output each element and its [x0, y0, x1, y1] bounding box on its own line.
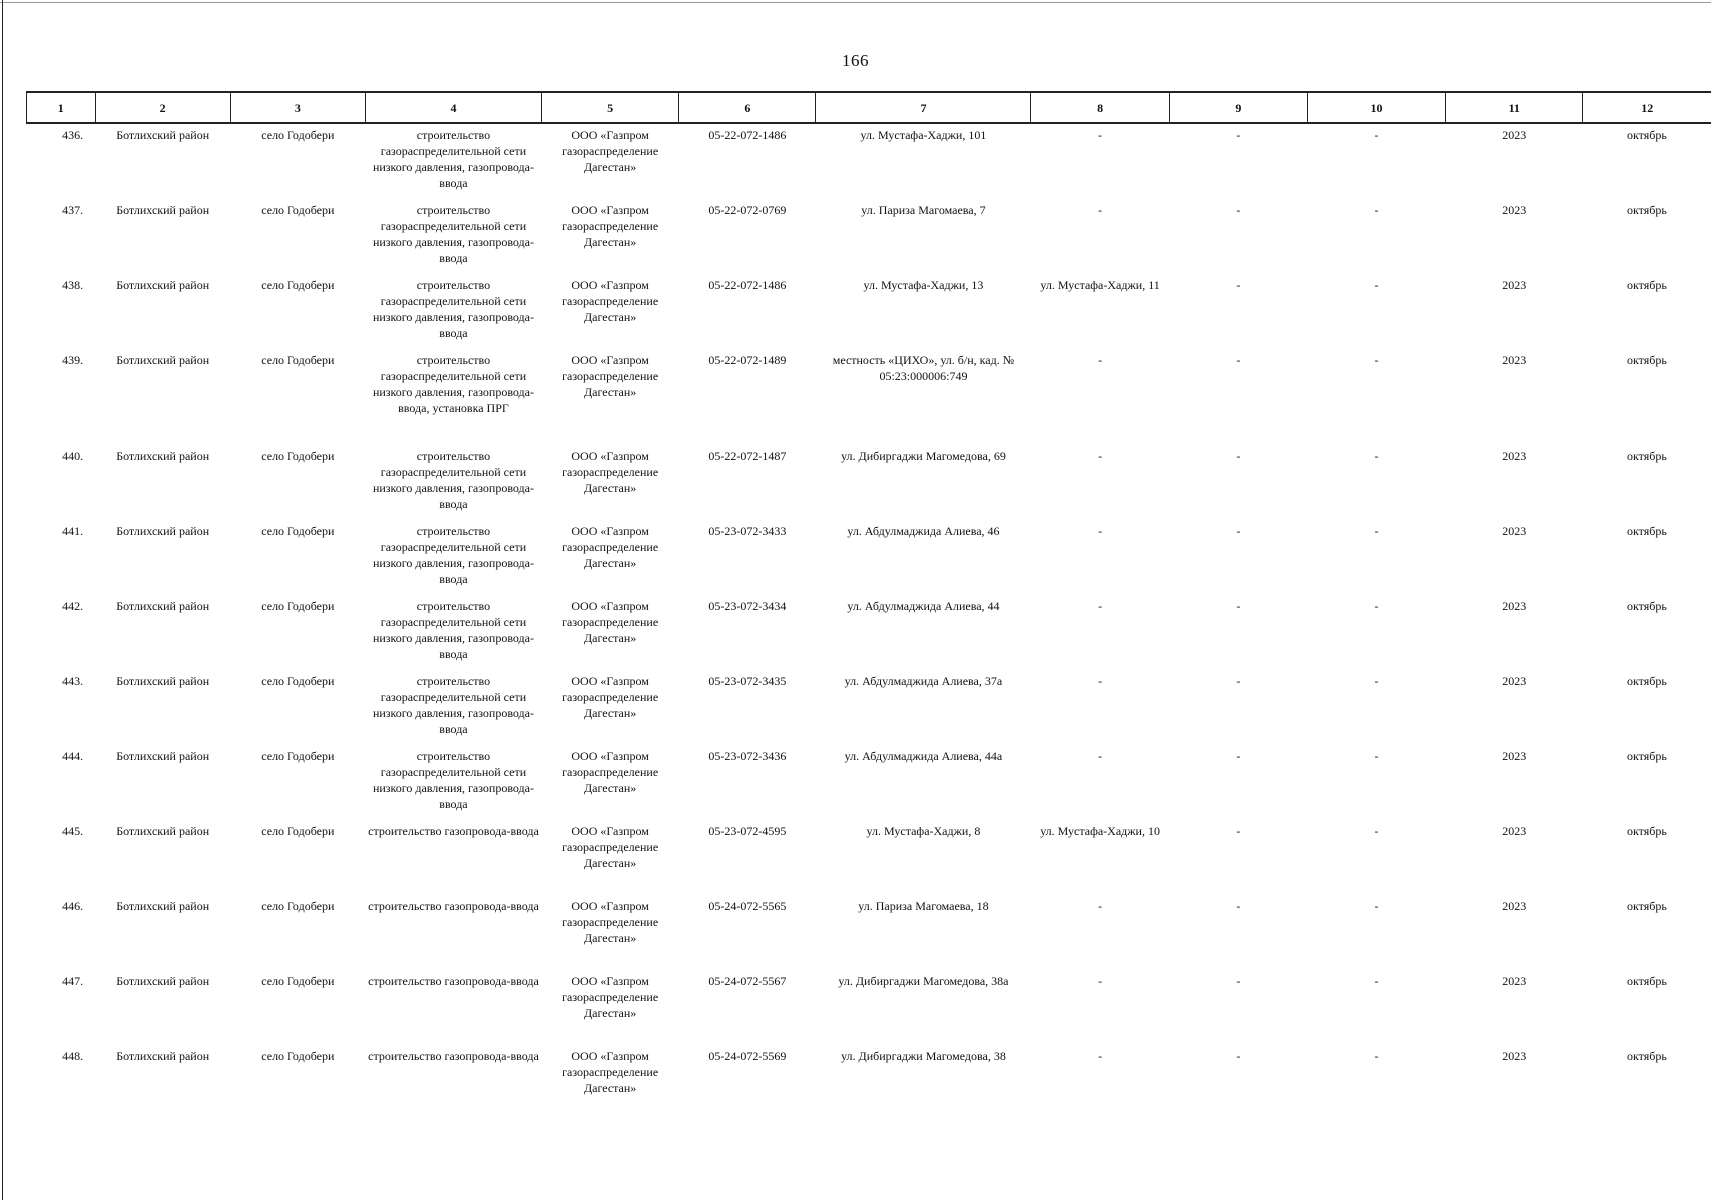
column-10-cell: - [1374, 449, 1379, 463]
column-10-cell: - [1374, 749, 1379, 763]
column-header-3: 3 [230, 92, 365, 123]
row-number-cell: 443. [62, 674, 84, 688]
column-number-header-row [27, 92, 1711, 123]
column-header-12: 12 [1583, 92, 1711, 123]
address-cell: ул. Абдулмаджида Алиева, 46 [847, 524, 1000, 538]
column-10-cell: - [1374, 524, 1379, 538]
district-cell: Ботлихский район [116, 599, 210, 613]
column-8-cell: - [1098, 353, 1103, 367]
column-9-cell: - [1236, 599, 1241, 613]
column-8-cell: - [1098, 203, 1103, 217]
year-cell: 2023 [1502, 353, 1527, 367]
column-9-cell: - [1236, 974, 1241, 988]
table-row [27, 273, 1711, 348]
district-cell: Ботлихский район [116, 203, 210, 217]
month-cell: октябрь [1627, 128, 1667, 142]
column-8-cell: ул. Мустафа-Хаджи, 10 [1040, 824, 1160, 838]
column-9-cell: - [1236, 128, 1241, 142]
year-cell: 2023 [1502, 1049, 1527, 1063]
district-cell: Ботлихский район [116, 278, 210, 292]
column-8-cell: - [1098, 674, 1103, 688]
village-cell: село Годобери [261, 203, 335, 217]
work-type-cell: строительство газораспределительной сети низкого давления, газопровода-ввода [372, 128, 534, 190]
column-9-cell: - [1236, 674, 1241, 688]
table-row [27, 519, 1711, 594]
column-9-cell: - [1236, 278, 1241, 292]
year-cell: 2023 [1502, 899, 1527, 913]
organization-cell: ООО «Газпром газораспределение Дагестан» [562, 203, 659, 249]
village-cell: село Годобери [261, 524, 335, 538]
object-code-cell: 05-22-072-0769 [708, 203, 787, 217]
column-8-cell: - [1098, 599, 1103, 613]
row-number-cell: 440. [62, 449, 84, 463]
district-cell: Ботлихский район [116, 128, 210, 142]
column-10-cell: - [1374, 128, 1379, 142]
column-header-2: 2 [95, 92, 230, 123]
column-9-cell: - [1236, 824, 1241, 838]
organization-cell: ООО «Газпром газораспределение Дагестан» [562, 674, 659, 720]
row-number-cell: 442. [62, 599, 84, 613]
column-8-cell: - [1098, 128, 1103, 142]
organization-cell: ООО «Газпром газораспределение Дагестан» [562, 353, 659, 399]
column-10-cell: - [1374, 278, 1379, 292]
column-9-cell: - [1236, 524, 1241, 538]
column-9-cell: - [1236, 203, 1241, 217]
village-cell: село Годобери [261, 674, 335, 688]
work-type-cell: строительство газораспределительной сети низкого давления, газопровода-ввода [372, 524, 534, 586]
month-cell: октябрь [1627, 674, 1667, 688]
village-cell: село Годобери [261, 974, 335, 988]
page-left-edge [2, 0, 3, 1200]
month-cell: октябрь [1627, 353, 1667, 367]
year-cell: 2023 [1502, 449, 1527, 463]
column-8-cell: ул. Мустафа-Хаджи, 11 [1040, 278, 1160, 292]
organization-cell: ООО «Газпром газораспределение Дагестан» [562, 899, 659, 945]
work-type-cell: строительство газопровода-ввода [368, 824, 539, 838]
column-10-cell: - [1374, 599, 1379, 613]
row-number-cell: 441. [62, 524, 84, 538]
column-9-cell: - [1236, 899, 1241, 913]
month-cell: октябрь [1627, 749, 1667, 763]
object-code-cell: 05-24-072-5567 [708, 974, 787, 988]
year-cell: 2023 [1502, 278, 1527, 292]
work-type-cell: строительство газораспределительной сети низкого давления, газопровода-ввода, установка ПРГ [372, 353, 534, 415]
organization-cell: ООО «Газпром газораспределение Дагестан» [562, 1049, 659, 1095]
column-header-6: 6 [679, 92, 816, 123]
organization-cell: ООО «Газпром газораспределение Дагестан» [562, 128, 659, 174]
month-cell: октябрь [1627, 203, 1667, 217]
row-number-cell: 438. [62, 278, 84, 292]
table-row [27, 1044, 1711, 1119]
village-cell: село Годобери [261, 899, 335, 913]
work-type-cell: строительство газопровода-ввода [368, 899, 539, 913]
row-number-cell: 437. [62, 203, 84, 217]
work-type-cell: строительство газопровода-ввода [368, 1049, 539, 1063]
month-cell: октябрь [1627, 824, 1667, 838]
village-cell: село Годобери [261, 278, 335, 292]
table-row [27, 198, 1711, 273]
address-cell: ул. Мустафа-Хаджи, 13 [863, 278, 984, 292]
object-code-cell: 05-23-072-4595 [708, 824, 787, 838]
column-header-8: 8 [1031, 92, 1169, 123]
organization-cell: ООО «Газпром газораспределение Дагестан» [562, 974, 659, 1020]
district-cell: Ботлихский район [116, 1049, 210, 1063]
address-cell: ул. Мустафа-Хаджи, 8 [866, 824, 981, 838]
column-10-cell: - [1374, 353, 1379, 367]
page-top-edge [0, 2, 1711, 3]
village-cell: село Годобери [261, 749, 335, 763]
column-8-cell: - [1098, 974, 1103, 988]
gasification-schedule-table [26, 91, 1711, 1119]
organization-cell: ООО «Газпром газораспределение Дагестан» [562, 449, 659, 495]
work-type-cell: строительство газораспределительной сети низкого давления, газопровода-ввода [372, 599, 534, 661]
organization-cell: ООО «Газпром газораспределение Дагестан» [562, 278, 659, 324]
address-cell: местность «ЦИХО», ул. б/н, кад. № 05:23:000006:749 [832, 353, 1015, 383]
column-header-5: 5 [542, 92, 679, 123]
column-header-11: 11 [1446, 92, 1583, 123]
column-10-cell: - [1374, 1049, 1379, 1063]
object-code-cell: 05-23-072-3436 [708, 749, 787, 763]
table-row [27, 444, 1711, 519]
organization-cell: ООО «Газпром газораспределение Дагестан» [562, 524, 659, 570]
object-code-cell: 05-22-072-1489 [708, 353, 787, 367]
address-cell: ул. Абдулмаджида Алиева, 44а [844, 749, 1003, 763]
village-cell: село Годобери [261, 128, 335, 142]
column-9-cell: - [1236, 353, 1241, 367]
district-cell: Ботлихский район [116, 674, 210, 688]
address-cell: ул. Дибиргаджи Магомедова, 38 [841, 1049, 1006, 1063]
table-row [27, 123, 1711, 198]
district-cell: Ботлихский район [116, 824, 210, 838]
column-10-cell: - [1374, 674, 1379, 688]
object-code-cell: 05-24-072-5565 [708, 899, 787, 913]
month-cell: октябрь [1627, 599, 1667, 613]
row-number-cell: 446. [62, 899, 84, 913]
page-number: 166 [842, 51, 869, 70]
column-8-cell: - [1098, 1049, 1103, 1063]
row-number-cell: 448. [62, 1049, 84, 1063]
month-cell: октябрь [1627, 1049, 1667, 1063]
address-cell: ул. Абдулмаджида Алиева, 37а [844, 674, 1003, 688]
object-code-cell: 05-22-072-1486 [708, 278, 787, 292]
district-cell: Ботлихский район [116, 449, 210, 463]
village-cell: село Годобери [261, 449, 335, 463]
column-10-cell: - [1374, 203, 1379, 217]
row-number-cell: 444. [62, 749, 84, 763]
district-cell: Ботлихский район [116, 974, 210, 988]
column-10-cell: - [1374, 824, 1379, 838]
column-header-4: 4 [365, 92, 541, 123]
month-cell: октябрь [1627, 449, 1667, 463]
column-header-1: 1 [27, 92, 96, 123]
village-cell: село Годобери [261, 1049, 335, 1063]
table-row [27, 348, 1711, 444]
work-type-cell: строительство газораспределительной сети низкого давления, газопровода-ввода [372, 674, 534, 736]
organization-cell: ООО «Газпром газораспределение Дагестан» [562, 824, 659, 870]
work-type-cell: строительство газораспределительной сети низкого давления, газопровода-ввода [372, 203, 534, 265]
table-row [27, 594, 1711, 669]
village-cell: село Годобери [261, 353, 335, 367]
month-cell: октябрь [1627, 899, 1667, 913]
row-number-cell: 439. [62, 353, 84, 367]
column-8-cell: - [1098, 449, 1103, 463]
object-code-cell: 05-23-072-3435 [708, 674, 787, 688]
work-type-cell: строительство газораспределительной сети низкого давления, газопровода-ввода [372, 749, 534, 811]
address-cell: ул. Париза Магомаева, 7 [861, 203, 986, 217]
column-header-7: 7 [816, 92, 1031, 123]
table-row [27, 744, 1711, 819]
village-cell: село Годобери [261, 824, 335, 838]
address-cell: ул. Абдулмаджида Алиева, 44 [847, 599, 1000, 613]
table-row [27, 969, 1711, 1044]
object-code-cell: 05-23-072-3434 [708, 599, 787, 613]
column-9-cell: - [1236, 749, 1241, 763]
year-cell: 2023 [1502, 203, 1527, 217]
month-cell: октябрь [1627, 974, 1667, 988]
table-body [27, 123, 1711, 1119]
object-code-cell: 05-22-072-1486 [708, 128, 787, 142]
month-cell: октябрь [1627, 524, 1667, 538]
column-9-cell: - [1236, 449, 1241, 463]
address-cell: ул. Мустафа-Хаджи, 101 [860, 128, 987, 142]
organization-cell: ООО «Газпром газораспределение Дагестан» [562, 749, 659, 795]
work-type-cell: строительство газораспределительной сети низкого давления, газопровода-ввода [372, 278, 534, 340]
year-cell: 2023 [1502, 824, 1527, 838]
year-cell: 2023 [1502, 128, 1527, 142]
address-cell: ул. Дибиргаджи Магомедова, 38а [838, 974, 1009, 988]
column-8-cell: - [1098, 749, 1103, 763]
column-9-cell: - [1236, 1049, 1241, 1063]
district-cell: Ботлихский район [116, 353, 210, 367]
month-cell: октябрь [1627, 278, 1667, 292]
village-cell: село Годобери [261, 599, 335, 613]
column-10-cell: - [1374, 899, 1379, 913]
organization-cell: ООО «Газпром газораспределение Дагестан» [562, 599, 659, 645]
year-cell: 2023 [1502, 749, 1527, 763]
object-code-cell: 05-24-072-5569 [708, 1049, 787, 1063]
object-code-cell: 05-22-072-1487 [708, 449, 787, 463]
column-8-cell: - [1098, 524, 1103, 538]
district-cell: Ботлихский район [116, 524, 210, 538]
year-cell: 2023 [1502, 599, 1527, 613]
year-cell: 2023 [1502, 974, 1527, 988]
column-header-9: 9 [1169, 92, 1307, 123]
work-type-cell: строительство газопровода-ввода [368, 974, 539, 988]
row-number-cell: 445. [62, 824, 84, 838]
row-number-cell: 447. [62, 974, 84, 988]
column-header-10: 10 [1307, 92, 1445, 123]
table-row [27, 819, 1711, 894]
year-cell: 2023 [1502, 524, 1527, 538]
district-cell: Ботлихский район [116, 899, 210, 913]
address-cell: ул. Дибиргаджи Магомедова, 69 [841, 449, 1006, 463]
work-type-cell: строительство газораспределительной сети низкого давления, газопровода-ввода [372, 449, 534, 511]
object-code-cell: 05-23-072-3433 [708, 524, 787, 538]
table-row [27, 894, 1711, 969]
column-8-cell: - [1098, 899, 1103, 913]
address-cell: ул. Париза Магомаева, 18 [858, 899, 989, 913]
table-row [27, 669, 1711, 744]
row-number-cell: 436. [62, 128, 84, 142]
column-10-cell: - [1374, 974, 1379, 988]
district-cell: Ботлихский район [116, 749, 210, 763]
year-cell: 2023 [1502, 674, 1527, 688]
